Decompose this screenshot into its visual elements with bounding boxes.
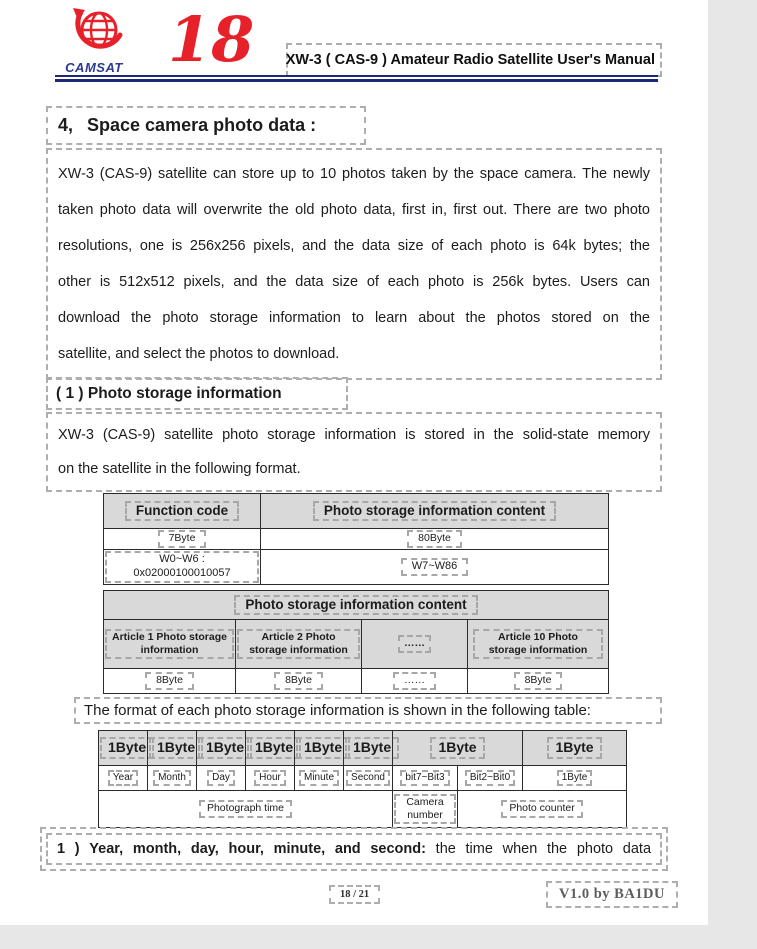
camsat-logo-text: CAMSAT (65, 60, 123, 75)
table-cell (99, 791, 393, 828)
paragraph-line: resolutions, one is 256x256 pixels, and the data size of each photo is 64k bytes; the (58, 238, 650, 254)
cell-value: Photo counter (501, 800, 582, 817)
table-header-cell (393, 731, 523, 766)
table-cell (468, 620, 609, 669)
cell-value: Article 10 Photo storage information (473, 629, 603, 659)
cell-value: 8Byte (145, 672, 194, 689)
cell-value: 1Byte (557, 770, 593, 787)
header-label: 1Byte (100, 737, 154, 759)
paragraph-line: XW-3 (CAS-9) satellite photo storage information is stored in the solid-state memory (58, 427, 650, 443)
header-label: 1Byte (296, 737, 350, 759)
table-cell (236, 620, 362, 669)
manual-title: XW-3 ( CAS-9 ) Amateur Radio Satellite User's Manual (285, 52, 655, 68)
cell-value: 8Byte (274, 672, 323, 689)
paragraph-line: taken photo data will overwrite the old photo data, first in, first out. There are two photo (58, 202, 650, 218)
header-label: 1Byte (149, 737, 203, 759)
cell-value: Minute (299, 770, 339, 787)
paragraph-line: other is 512x512 pixels, and the data size of each photo is 256k bytes. Users can (58, 274, 650, 290)
table-cell (246, 766, 295, 791)
table-cell (362, 620, 468, 669)
table-cell (393, 791, 458, 828)
header-label: 1Byte (198, 737, 252, 759)
storage-content-table (103, 590, 609, 694)
cell-value: 7Byte (158, 530, 207, 547)
table-header-cell (148, 731, 197, 766)
cell-value: 80Byte (407, 530, 462, 547)
cell-value: …… (398, 635, 431, 652)
cell-value: Month (153, 770, 191, 787)
note-outer-box (40, 827, 668, 871)
paragraph-1 (46, 148, 662, 380)
table-cell (104, 529, 261, 550)
camsat-logo (52, 6, 136, 75)
header-label: 1Byte (547, 737, 601, 759)
cell-value: Article 1 Photo storage information (105, 629, 234, 659)
subsection-heading-box (46, 377, 348, 410)
cell-value: Day (207, 770, 235, 787)
table-cell (99, 766, 148, 791)
paragraph-2 (46, 412, 662, 492)
table-cell (458, 791, 627, 828)
table-header-cell (523, 731, 627, 766)
version-label: V1.0 by BA1DU (546, 881, 678, 908)
table-header-cell (344, 731, 393, 766)
paragraph-line: satellite, and select the photos to download. (58, 346, 340, 362)
page-number: 18 / 21 (329, 885, 380, 904)
table-cell (295, 766, 344, 791)
table-cell (261, 550, 609, 585)
table-header-cell (295, 731, 344, 766)
section-number: 4, (58, 115, 74, 135)
cell-value: …… (393, 672, 436, 689)
record-format-table (98, 730, 627, 828)
note-rest-text: the time when the photo data (435, 841, 652, 857)
note-line (46, 833, 662, 865)
table-cell (197, 766, 246, 791)
table-cell (523, 766, 627, 791)
table-cell (362, 669, 468, 694)
cell-value: Camera number (394, 794, 456, 824)
cell-value: 8Byte (514, 672, 563, 689)
cell-value: Hour (254, 770, 286, 787)
table-cell (468, 669, 609, 694)
table-intro-box (74, 697, 662, 724)
note-bold-text: Year, month, day, hour, minute, and second: (89, 841, 426, 857)
paragraph-line: download the photo storage information to learn about the photos stored on the (58, 310, 650, 326)
header-label: Photo storage information content (234, 595, 477, 616)
subsection-heading: ( 1 ) Photo storage information (56, 384, 282, 402)
function-code-table (103, 493, 609, 585)
paragraph-line: XW-3 (CAS-9) satellite can store up to 10 photos taken by the space camera. The newly (58, 166, 650, 182)
header-label: 1Byte (430, 737, 484, 759)
header-double-rule (55, 75, 658, 82)
table-cell (458, 766, 523, 791)
cell-value: bit7~Bit3 (400, 770, 449, 787)
header-label: 1Byte (345, 737, 399, 759)
manual-title-box (286, 43, 662, 77)
cell-value: Bit2~Bit0 (465, 770, 515, 787)
table-cell (236, 669, 362, 694)
header-label: Function code (125, 501, 239, 522)
section-heading-box (46, 106, 366, 145)
table-header-cell (104, 591, 609, 620)
table-cell (393, 766, 458, 791)
table-cell (148, 766, 197, 791)
header-label: Photo storage information content (313, 501, 556, 522)
cell-value: Year (108, 770, 138, 787)
cell-value: Second (346, 770, 390, 787)
table-header-cell (261, 494, 609, 529)
table-cell (104, 669, 236, 694)
cell-value: W7~W86 (401, 558, 469, 576)
cell-value: Photograph time (199, 800, 292, 817)
table-intro: The format of each photo storage information is shown in the following table: (84, 702, 591, 719)
table-header-cell (246, 731, 295, 766)
note-number: 1 ) (57, 841, 80, 857)
paragraph-line: on the satellite in the following format. (58, 461, 301, 477)
page-badge: 18 (168, 3, 255, 76)
table-header-cell (99, 731, 148, 766)
header-label: 1Byte (247, 737, 301, 759)
cell-value: Article 2 Photo storage information (237, 629, 360, 659)
table-cell (344, 766, 393, 791)
cell-value: W0~W6 : 0x02000100010057 (105, 551, 259, 583)
table-header-cell (197, 731, 246, 766)
table-cell (104, 550, 261, 585)
table-header-cell (104, 494, 261, 529)
table-cell (104, 620, 236, 669)
table-cell (261, 529, 609, 550)
section-heading: Space camera photo data : (87, 115, 317, 135)
